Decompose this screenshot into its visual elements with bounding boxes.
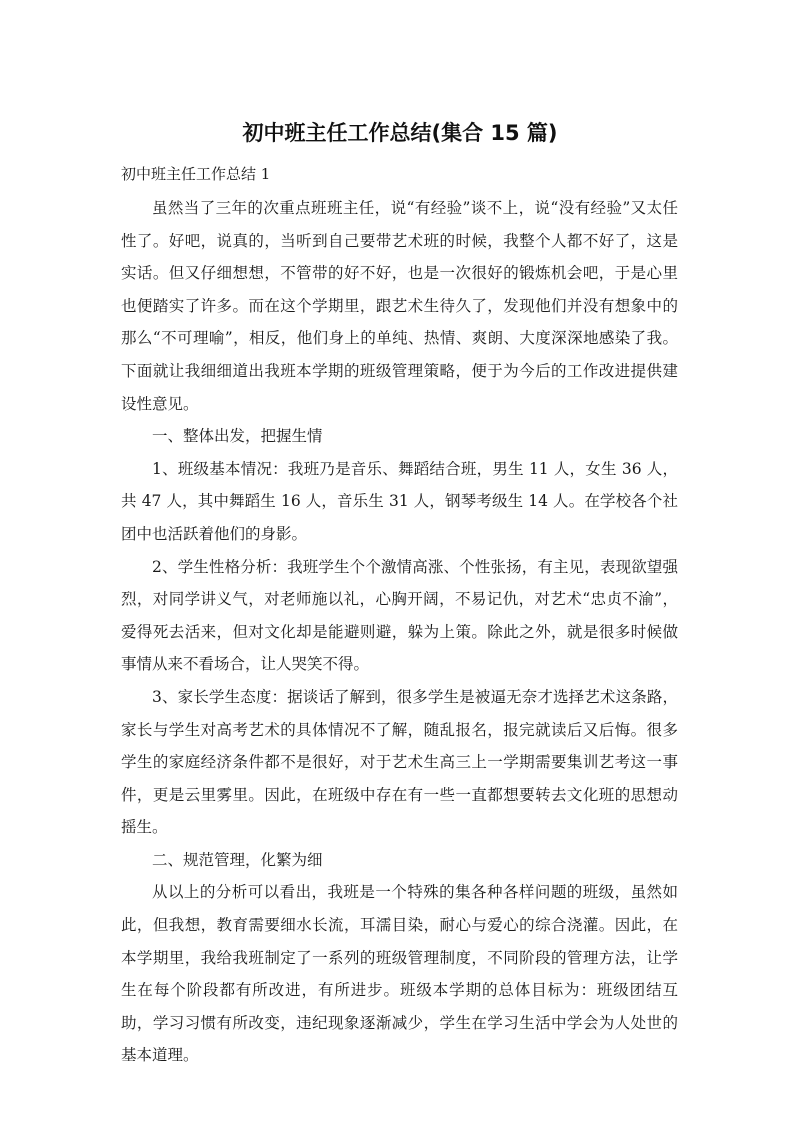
heading-section-2: 二、规范管理，化繁为细	[152, 850, 323, 869]
heading-section-1: 一、整体出发，把握生情	[152, 427, 323, 446]
paragraph-personality: 2、学生性格分析：我班学生个个激情高涨、个性张扬，有主见，表现欲望强烈，对同学讲义气，对老师施以礼，心胸开阔，不易记仇，对艺术“忠贞不渝”，爱得死去活来，但对文化却是能避则避，躲为上策。除此之外，就是很多时候做事情从来不看场合，让人哭笑不得。	[121, 557, 678, 674]
section-subtitle: 初中班主任工作总结 1	[121, 165, 271, 183]
paragraph-management: 从以上的分析可以看出，我班是一个特殊的集各种各样问题的班级，虽然如此，但我想，教育需要细水长流，耳濡目染，耐心与爱心的综合浇灌。因此，在本学期里，我给我班制定了一系列的班级管理制度，不同阶段的管理方法，让学生在每个阶段都有所改进，有所进步。班级本学期的总体目标为：班级团结互助，学习习惯有所改变，违纪现象逐渐减少，学生在学习生活中学会为人处世的基本道理。	[121, 883, 678, 1065]
document-title: 初中班主任工作总结(集合 15 篇)	[242, 121, 558, 145]
paragraph-parent-attitude: 3、家长学生态度：据谈话了解到，很多学生是被逼无奈才选择艺术这条路，家长与学生对高考艺术的具体情况不了解，随乱报名，报完就读后又后悔。很多学生的家庭经济条件都不是很好，对于艺术生高三上一学期需要集训艺考这一事件，更是云里雾里。因此，在班级中存在有一些一直都想要转去文化班的思想动摇生。	[121, 687, 678, 837]
paragraph-intro: 虽然当了三年的次重点班班主任，说“有经验”谈不上，说“没有经验”又太任性了。好吧，说真的，当听到自己要带艺术班的时候，我整个人都不好了，这是实话。但又仔细想想，不管带的好不好，也是一次很好的锻炼机会吧，于是心里也便踏实了许多。而在这个学期里，跟艺术生待久了，发现他们并没有想象中的那么“不可理喻”，相反，他们身上的单纯、热情、爽朗、大度深深地感染了我。下面就让我细细道出我班本学期的班级管理策略，便于为今后的工作改进提供建设性意见。	[121, 199, 678, 413]
document-body	[121, 192, 678, 1072]
paragraph-class-info: 1、班级基本情况：我班乃是音乐、舞蹈结合班，男生 11 人，女生 36 人，共 47 人，其中舞蹈生 16 人，音乐生 31 人，钢琴考级生 14 人。在学校各个社团中也活跃着他们的身影。	[121, 459, 678, 543]
